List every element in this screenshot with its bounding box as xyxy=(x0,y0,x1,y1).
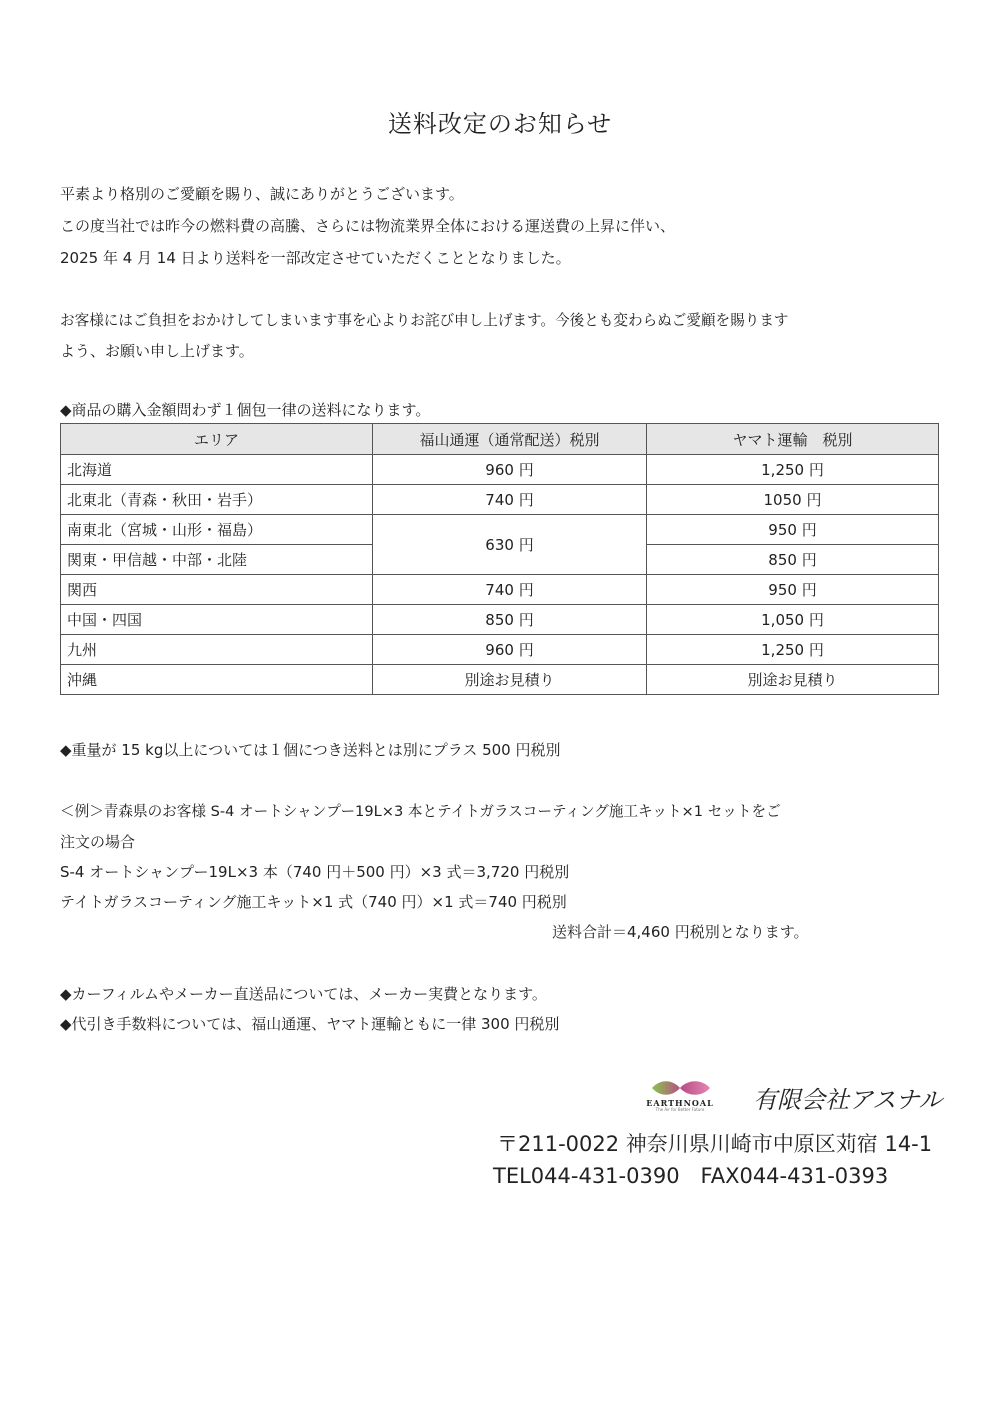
header-area: エリア xyxy=(61,424,373,455)
example-line-4: テイトガラスコーティング施工キット×1 式（740 円）×1 式＝740 円税別 xyxy=(60,893,567,911)
table-row xyxy=(61,575,939,605)
fukuyama-fee-cell: 960 円 xyxy=(373,635,647,665)
table-row xyxy=(61,635,939,665)
yamato-fee-cell: 1050 円 xyxy=(647,485,939,515)
logo-tagline: The Air for Better Future xyxy=(655,1107,705,1112)
company-tel-fax: TEL044-431-0390 FAX044-431-0393 xyxy=(493,1164,889,1188)
area-cell: 南東北（宮城・山形・福島） xyxy=(61,515,373,545)
apology-line-1: お客様にはご負担をおかけしてしまいます事を心よりお詫び申し上げます。今後とも変わらぬご愛顧を賜ります xyxy=(60,312,789,329)
company-name: 有限会社アスナル xyxy=(753,1086,943,1114)
note-line-2: ◆代引き手数料については、福山通運、ヤマト運輸ともに一律 300 円税別 xyxy=(60,1015,560,1033)
earthnoal-logo xyxy=(640,1078,720,1112)
yamato-fee-cell: 別途お見積り xyxy=(647,665,939,695)
note-line-1: ◆カーフィルムやメーカー直送品については、メーカー実費となります。 xyxy=(60,985,547,1003)
intro-line-2: この度当社では昨今の燃料費の高騰、さらには物流業界全体における運送費の上昇に伴い、 xyxy=(60,217,676,235)
example-line-2: 注文の場合 xyxy=(60,833,136,851)
example-line-3: S-4 オートシャンプー19L×3 本（740 円＋500 円）×3 式＝3,720 円税別 xyxy=(60,863,570,881)
logo-wordmark: EARTHNOAL xyxy=(646,1098,714,1108)
example-total: 送料合計＝4,460 円税別となります。 xyxy=(552,923,809,941)
yamato-fee-cell: 850 円 xyxy=(647,545,939,575)
weight-note: ◆重量が 15 kg以上については１個につき送料とは別にプラス 500 円税別 xyxy=(60,741,561,759)
area-cell: 中国・四国 xyxy=(61,605,373,635)
area-cell: 関西 xyxy=(61,575,373,605)
fukuyama-fee-cell: 850 円 xyxy=(373,605,647,635)
table-header-row xyxy=(61,424,939,455)
fukuyama-fee-cell: 740 円 xyxy=(373,485,647,515)
table-row xyxy=(61,665,939,695)
table-note: ◆商品の購入金額問わず１個包一律の送料になります。 xyxy=(60,401,431,419)
table-row xyxy=(61,605,939,635)
fukuyama-fee-cell: 960 円 xyxy=(373,455,647,485)
fukuyama-fee-cell: 740 円 xyxy=(373,575,647,605)
company-address: 〒211-0022 神奈川県川崎市中原区苅宿 14-1 xyxy=(497,1132,933,1156)
page-title: 送料改定のお知らせ xyxy=(387,110,613,138)
header-fukuyama: 福山通運（通常配送）税別 xyxy=(373,424,647,455)
area-cell: 北東北（青森・秋田・岩手） xyxy=(61,485,373,515)
table-row xyxy=(61,485,939,515)
yamato-fee-cell: 1,050 円 xyxy=(647,605,939,635)
area-cell: 九州 xyxy=(61,635,373,665)
intro-line-3: 2025 年 4 月 14 日より送料を一部改定させていただくこととなりました。 xyxy=(60,249,571,267)
apology-line-2: よう、お願い申し上げます。 xyxy=(60,342,254,360)
area-cell: 沖縄 xyxy=(61,665,373,695)
fukuyama-fee-cell: 別途お見積り xyxy=(373,665,647,695)
fukuyama-fee-cell: 630 円 xyxy=(373,515,647,575)
header-yamato: ヤマト運輸 税別 xyxy=(647,424,939,455)
example-line-1: ＜例＞青森県のお客様 S-4 オートシャンプー19L×3 本とテイトガラスコーティング施工キット×1 セットをご xyxy=(60,803,781,820)
area-cell: 北海道 xyxy=(61,455,373,485)
area-cell: 関東・甲信越・中部・北陸 xyxy=(61,545,373,575)
intro-line-1: 平素より格別のご愛顧を賜り、誠にありがとうございます。 xyxy=(60,185,464,203)
shipping-fee-table xyxy=(60,423,939,695)
yamato-fee-cell: 950 円 xyxy=(647,515,939,545)
yamato-fee-cell: 1,250 円 xyxy=(647,635,939,665)
table-row xyxy=(61,515,939,545)
yamato-fee-cell: 950 円 xyxy=(647,575,939,605)
table-row xyxy=(61,455,939,485)
yamato-fee-cell: 1,250 円 xyxy=(647,455,939,485)
